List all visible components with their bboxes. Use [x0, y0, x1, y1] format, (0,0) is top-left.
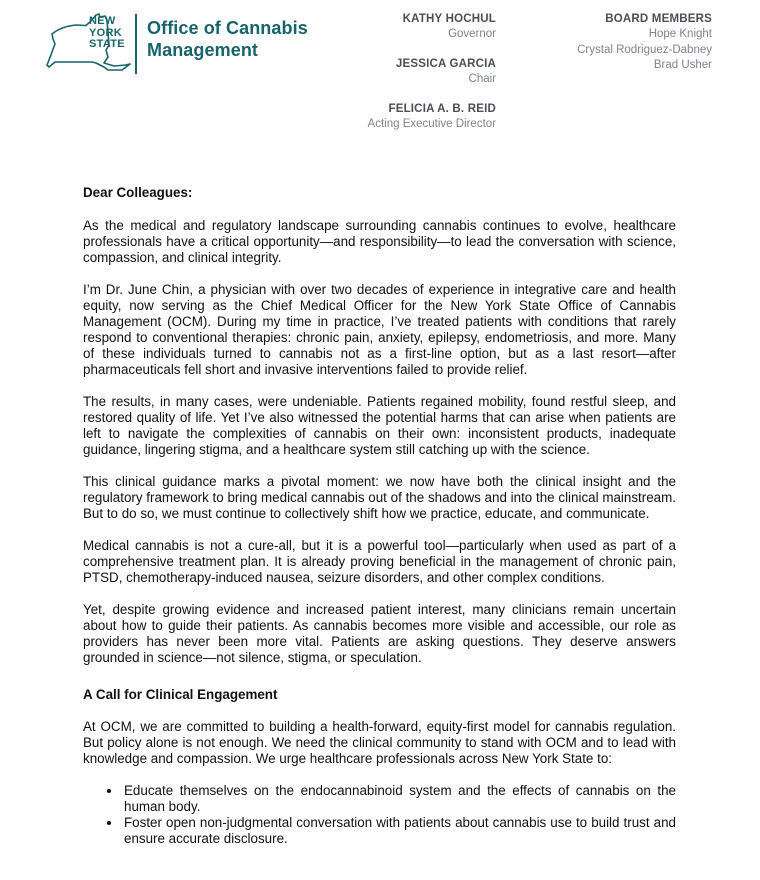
- logo-divider: [135, 14, 137, 74]
- logo-word-new: NEW: [89, 15, 116, 27]
- officials-column: [276, 12, 496, 147]
- logo-word-state: STATE: [89, 38, 125, 50]
- board-members-column: [512, 12, 712, 74]
- official-name: FELICIA A. B. REID: [388, 103, 496, 115]
- letterhead: [0, 0, 760, 140]
- paragraph: Medical cannabis is not a cure-all, but it is a powerful tool—particularly when used as part of a comprehensive treatment plan. It is already proving beneficial in the management of chronic pain, PTSD, chemotherapy-induced nausea, seizure disorders, and other complex conditions.: [83, 538, 676, 585]
- logo-word-york: YORK: [89, 26, 122, 39]
- paragraph: This clinical guidance marks a pivotal moment: we now have both the clinical insight and the regulatory framework to bring medical cannabis out of the shadows and into the clinical mainstream. But to do so, we must continue to collectively shift how we practice, educate, and communicate.: [83, 474, 676, 521]
- official-executive-director: [276, 102, 496, 132]
- paragraph: At OCM, we are committed to building a health-forward, equity-first model for cannabis regulation. But policy alone is not enough. We need the clinical community to stand with OCM and to lead with knowledge and compassion. We urge healthcare professionals across New York State to:: [83, 719, 676, 766]
- letter-body: [83, 185, 676, 847]
- bullet-item: • Foster open non-judgmental conversation with patients about cannabis use to build trust and ensure accurate disclosure.: [122, 815, 676, 847]
- board-member: Crystal Rodriguez-Dabney: [577, 43, 712, 56]
- agency-name-line2: Management: [147, 40, 259, 60]
- salutation: Dear Colleagues:: [83, 185, 193, 200]
- board-member: Brad Usher: [653, 59, 712, 71]
- board-members-label: BOARD MEMBERS: [605, 13, 712, 25]
- paragraph: Yet, despite growing evidence and increased patient interest, many clinicians remain uncertain about how to guide their patients. As cannabis becomes more visible and accessible, our role as providers has never been more vital. Patients are asking questions. They deserve answers grounded in science—not silence, stigma, or speculation.: [83, 602, 676, 665]
- official-governor: [276, 12, 496, 42]
- agency-name-line1: Office of Cannabis: [147, 18, 308, 38]
- logo-state-words: [89, 16, 125, 51]
- official-title: Acting Executive Director: [367, 118, 496, 130]
- bullet-item: • Educate themselves on the endocannabinoid system and the effects of cannabis on the human body.: [122, 783, 676, 815]
- paragraph: The results, in many cases, were undeniable. Patients regained mobility, found restful sleep, and restored quality of life. Yet I’ve also witnessed the potential harms that can arise when patients are left to navigate the complexities of cannabis on their own: inconsistent products, inadequate guidance, lingering stigma, and a healthcare system still catching up with the science.: [83, 394, 676, 457]
- paragraph: As the medical and regulatory landscape surrounding cannabis continues to evolve, healthcare professionals have a critical opportunity—and responsibility—to lead the conversation with science, compassion, and clinical integrity.: [83, 218, 676, 265]
- paragraph: I’m Dr. June Chin, a physician with over two decades of experience in integrative care and health equity, now serving as the Chief Medical Officer for the New York State Office of Cannabis Management (OCM). During my time in practice, I’ve treated patients with conditions that rarely respond to conventional therapies: chronic pain, anxiety, epilepsy, endometriosis, and more. Many of these individuals turned to cannabis not as a first-line option, but as a last resort—after pharmaceuticals fell short and invasive interventions failed to provide relief.: [83, 282, 676, 377]
- official-name: KATHY HOCHUL: [402, 13, 496, 25]
- official-name: JESSICA GARCIA: [395, 58, 496, 70]
- official-chair: [276, 57, 496, 87]
- section-heading: A Call for Clinical Engagement: [83, 687, 278, 702]
- board-member: Hope Knight: [648, 28, 712, 40]
- official-title: Chair: [468, 73, 496, 85]
- bullet-list: [83, 783, 676, 847]
- official-title: Governor: [448, 28, 496, 40]
